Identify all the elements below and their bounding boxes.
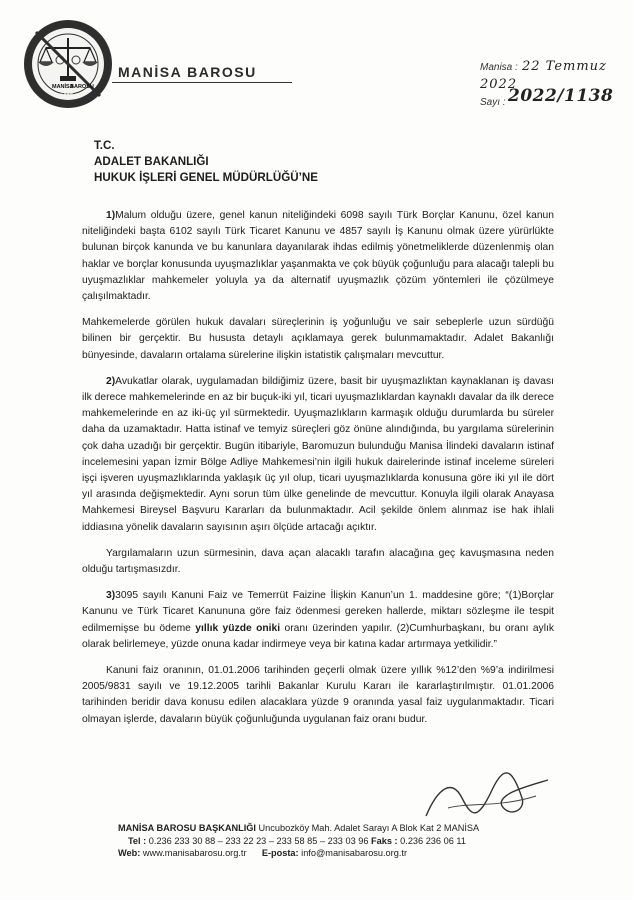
paragraph-5-number: 3) [106,590,116,602]
footer-web: www.manisabarosu.org.tr [142,848,247,858]
paragraph-3-number: 2) [106,375,116,387]
handwritten-date: 22 Temmuz 2022 [480,59,607,92]
handwritten-document-number: 2022/1138 [508,86,614,106]
paragraph-2: Mahkemelerde görülen hukuk davaları süreçlerinin iş yoğunluğu ve sair sebeplerle uzun sürdüğü bilinen bir gerçektir. Bu hususta detaylı açıklamaya gerek bulunmamaktadır. Adalet Bakanlığı bünyesinde, davaların ortalama sürelerine ilişkin istatistik çalışmaları mevcuttur. [82,317,554,361]
footer-org: MANİSA BAROSU BAŞKANLIĞI [118,823,256,833]
paragraph-6: Kanuni faiz oranının, 01.01.2006 tarihinden geçerli olmak üzere yıllık %12’den %9’a indirilmesi 2005/9831 sayılı ve 19.12.2005 tarihli Bakanlar Kurulu Kararı ile kararlaştırılmıştır. 01.01.2006 tarihinden beridir dava konusu edilen alacaklara yüzde 9 oranında yasal faiz uygulanmaktadır. Ticari olmayan işlerde, davaların büyük çoğunluğunda uygulanan faiz oranı budur. [82,665,554,725]
footer-address: Uncubozköy Mah. Adalet Sarayı A Blok Kat 2 MANİSA [258,823,480,833]
paragraph-5 [82,588,554,653]
manisa-barosu-seal-logo [22,18,114,110]
header-rule [112,82,292,83]
number-label: Sayı : [480,97,506,108]
letter-body [82,208,554,738]
seal-text-barosu: BAROSU [70,84,94,90]
addressee-line-ministry: ADALET BAKANLIĞI [94,155,209,168]
place-label: Manisa : [480,62,518,73]
footer-fax-label: Faks : [371,835,398,846]
paragraph-1-number: 1) [106,210,116,221]
addressee-line-directorate: HUKUK İŞLERİ GENEL MÜDÜRLÜĞÜ’NE [94,171,318,184]
paragraph-5-text-a: 3095 sayılı Kanuni Faiz ve Temerrüt Faizine İlişkin Kanun’un 1. maddesine göre; “(1)Borçlar Kanunu ve Türk Ticaret Kanununa göre faiz ödenmesi gereken hallerde, miktarı sözleşme ile tespit edilmemişse bu ödeme [82,590,554,634]
handwritten-signature [418,768,558,828]
footer-tel: 0.236 233 30 88 – 233 22 23 – 233 58 85 – 233 03 96 [148,835,369,846]
paragraph-5-emphasis: yıllık yüzde oniki [195,622,281,634]
paragraph-1-text: Malum olduğu üzere, genel kanun niteliğindeki 6098 sayılı Türk Borçlar Kanunu, özel kanun niteliğindeki başta 6102 sayılı Türk Ticaret Kanunu ve 4857 sayılı İş Kanunu olmak üzere yürürlükte bulunan birçok kanunda ve bu kanunlara dayanılarak ihdas edilmiş yönetmeliklerde düzenlenmiş olan haklar ve borçlar konusunda uyuşmazlıklar yaşanmakta ve çok büyük çoğunluğu para alacağı talepli bu uyuşmazlıklar mahkemeler yoluyla ya da alternatif uyuşmazlık çözüm yöntemleri ile çözülmeye çalışılmaktadır. [82,210,554,303]
letterhead-footer [118,822,478,860]
paragraph-3 [82,374,554,536]
seal-text-manisa: MANİSA [52,84,74,90]
footer-email: info@manisabarosu.org.tr [301,848,408,858]
footer-email-label: E-posta: [261,848,299,858]
footer-tel-label: Tel : [128,835,147,846]
addressee-line-tc: T.C. [94,139,115,152]
org-name: MANİSA BAROSU [118,64,257,80]
addressee-block [94,138,318,186]
footer-web-label: Web: [118,848,141,858]
footer-fax: 0.236 236 06 11 [400,835,466,846]
paragraph-1 [82,208,554,305]
seal-year: 1925 [60,94,74,100]
paragraph-4: Yargılamaların uzun sürmesinin, dava açan alacaklı tarafın alacağına geç kavuşmasına neden olduğu tartışmasızdır. [82,547,554,576]
paragraph-5-text-c: oranı üzerinden yapılır. (2)Cumhurbaşkanı, bu oranı aylık olarak belirlemeye, yüzde onuna kadar indirmeye veya bir katına kadar artırmaya yetkilidir.” [82,622,555,650]
paragraph-3-text: Avukatlar olarak, uygulamadan bildiğimiz üzere, basit bir uyuşmazlıktan kaynaklanan iş davası ilk derece mahkemelerinde en az bir buçuk-iki yıl, ticari uyuşmazlıklardan kaynaklı davalar da ilk derece mahkemelerinde en az iki-üç yıl sürmektedir. Uyuşmazlıkların karmaşık olduğu durumlarda bu süreler daha da uzamaktadır. Hatta istinaf ve temyiz süreçleri göz önüne alındığında, bu yargılama sürelerinin çok daha uzadığı bir gerçektir. Bugün itibariyle, Baromuzun bulunduğu Manisa İlindeki davaların istinaf incelemesini yapan İzmir Bölge Adliye Mahkemesi’nin ilgili hukuk dairelerinde istinaf inceleme süreleri işçi işveren uyuşmazlıklarında yaklaşık üç yıl olup, ticari uyuşmazlıklarda konusuna göre iki yıl ile dört yıl arasında değişmektedir. Aynı sorun tüm ülke genelinde de mevcuttur. Konuyla ilgili olarak Anayasa Mahkemesi Bireysel Başvuru Kararları da bulunmaktadır. Acil şekilde önlem alınmaz ise hak ihlali iddiasına yönelik davaların sayısının aşırı ölçüde artacağı açıktır. [82,375,554,533]
